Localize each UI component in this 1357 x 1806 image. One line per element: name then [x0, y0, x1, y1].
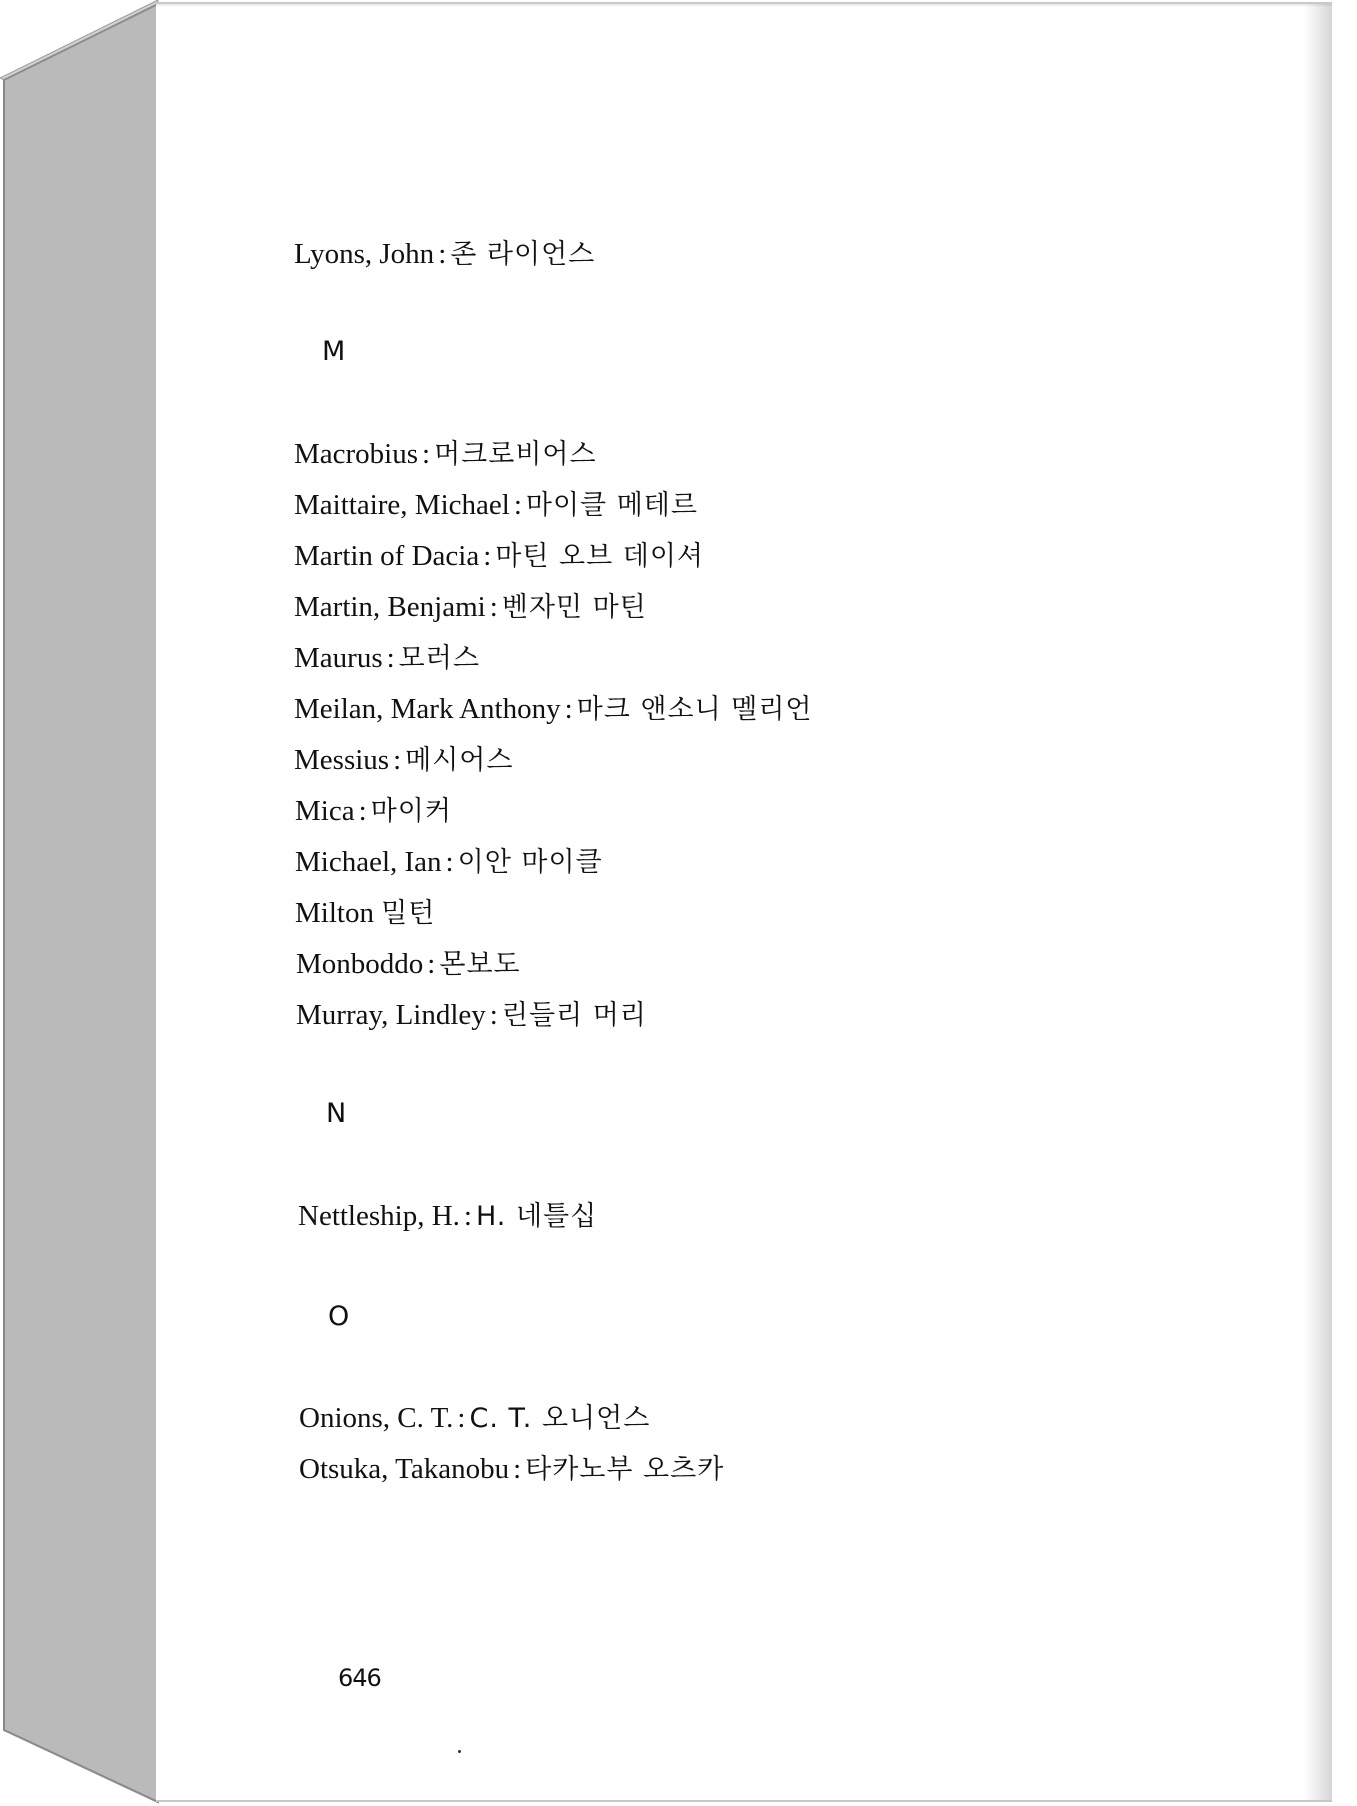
page-top-edge: [156, 4, 1332, 7]
entry-separator: :: [489, 591, 498, 623]
index-entry: [294, 232, 595, 271]
entry-korean-name: 마이커: [370, 796, 452, 827]
entry-separator: :: [445, 846, 454, 878]
book-page: [156, 2, 1332, 1802]
entry-english-name: Milton: [295, 897, 374, 929]
entry-separator: :: [422, 438, 431, 470]
entry-korean-name: 이안 마이클: [457, 847, 603, 878]
index-entry: [296, 993, 647, 1032]
index-entry: [294, 738, 513, 777]
index-entry: [294, 687, 813, 726]
entry-english-name: Martin of Dacia: [294, 540, 480, 572]
index-entry: [294, 636, 480, 675]
entry-separator: :: [438, 238, 447, 270]
entry-korean-name: C. T. 오니언스: [469, 1403, 651, 1434]
index-entry: [298, 1194, 597, 1233]
entry-english-name: Otsuka, Takanobu: [299, 1453, 510, 1485]
entry-separator: :: [358, 795, 367, 827]
entry-korean-name: 마이클 메테르: [525, 490, 698, 521]
entry-korean-name: 몬보도: [439, 949, 521, 980]
section-letter-m: M: [322, 336, 346, 367]
index-entry: [295, 789, 452, 828]
page-right-shadow: [1304, 4, 1332, 1800]
entry-korean-name: 마크 앤소니 멜리언: [576, 694, 813, 725]
entry-korean-name: 마틴 오브 데이셔: [495, 541, 705, 572]
section-letter-n: N: [326, 1098, 347, 1129]
index-entry: [299, 1396, 650, 1435]
index-entry: [295, 891, 435, 930]
entry-separator: :: [483, 540, 492, 572]
entry-english-name: Nettleship, H.: [298, 1200, 460, 1232]
index-entry: [294, 483, 698, 522]
entry-korean-name: 존 라이언스: [450, 239, 596, 270]
page-number: 646: [338, 1664, 381, 1692]
entry-separator: :: [457, 1402, 466, 1434]
entry-english-name: Meilan, Mark Anthony: [294, 693, 561, 725]
index-entry: [294, 534, 704, 573]
entry-separator: :: [513, 1453, 522, 1485]
entry-english-name: Onions, C. T.: [299, 1402, 454, 1434]
entry-korean-name: 머크로비어스: [434, 439, 597, 470]
entry-separator: :: [489, 999, 498, 1031]
entry-english-name: Lyons, John: [294, 238, 435, 270]
section-letter-o: O: [328, 1301, 350, 1332]
spine-face: [4, 4, 158, 1802]
index-entry: [294, 432, 597, 471]
paper-speck: [458, 1750, 461, 1753]
entry-korean-name: 밀턴: [381, 898, 436, 929]
entry-english-name: Mica: [295, 795, 355, 827]
index-entry: [299, 1447, 724, 1486]
entry-korean-name: 메시어스: [405, 745, 514, 776]
entry-english-name: Martin, Benjami: [294, 591, 486, 623]
entry-separator: :: [564, 693, 573, 725]
entry-korean-name: 타카노부 오츠카: [525, 1454, 725, 1485]
index-entry: [294, 585, 647, 624]
entry-separator: :: [427, 948, 436, 980]
book-spine: [0, 0, 170, 1806]
entry-english-name: Maurus: [294, 642, 383, 674]
entry-separator: :: [393, 744, 402, 776]
index-entry: [295, 840, 603, 879]
index-entry: [296, 942, 521, 981]
entry-english-name: Monboddo: [296, 948, 424, 980]
entry-english-name: Maittaire, Michael: [294, 489, 510, 521]
entry-english-name: Messius: [294, 744, 390, 776]
entry-separator: :: [513, 489, 522, 521]
entry-korean-name: 린들리 머리: [501, 1000, 647, 1031]
entry-korean-name: H. 네틀십: [475, 1201, 598, 1232]
entry-separator: :: [386, 642, 395, 674]
entry-english-name: Michael, Ian: [295, 846, 442, 878]
entry-korean-name: 모러스: [398, 643, 480, 674]
entry-english-name: Murray, Lindley: [296, 999, 486, 1031]
entry-english-name: Macrobius: [294, 438, 419, 470]
entry-korean-name: 벤자민 마틴: [501, 592, 647, 623]
entry-separator: :: [463, 1200, 472, 1232]
